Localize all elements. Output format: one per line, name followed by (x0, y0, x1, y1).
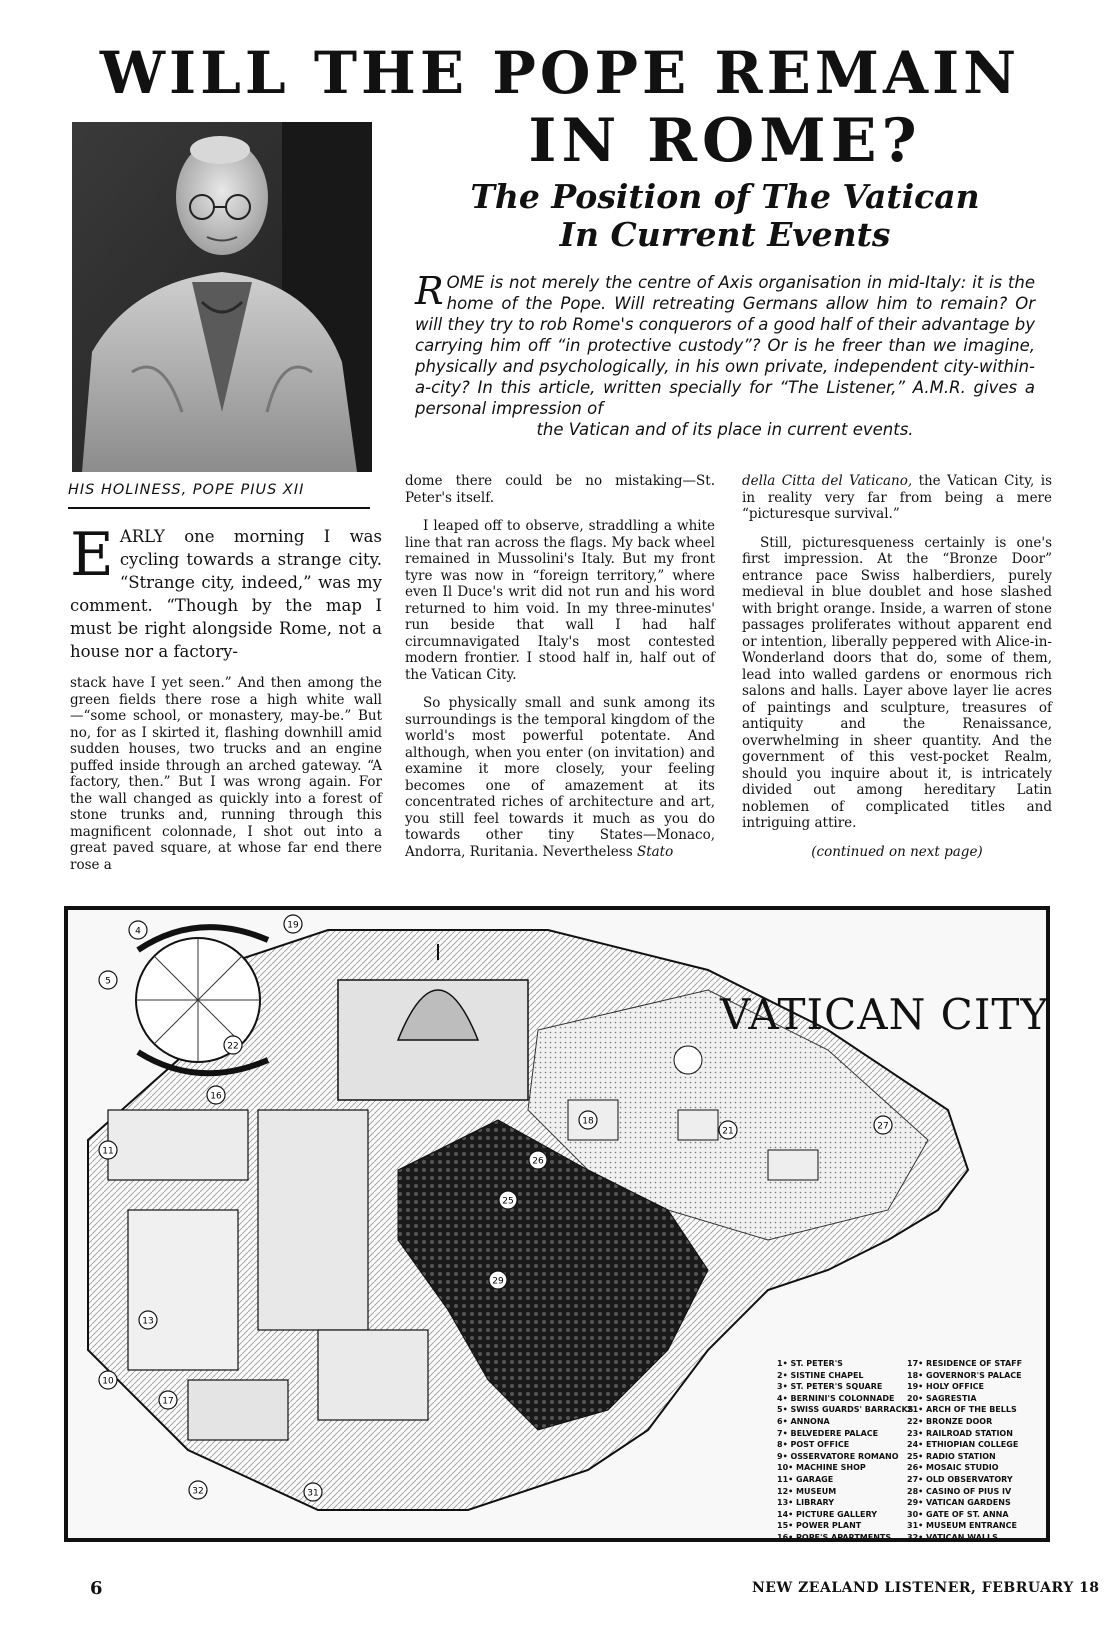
legend-item: 29• VATICAN GARDENS (907, 1498, 1011, 1508)
map-marker-label: 27 (877, 1121, 889, 1132)
map-marker (99, 1141, 117, 1159)
legend-item: 31• MUSEUM ENTRANCE (907, 1521, 1017, 1531)
picture-gallery (188, 1380, 288, 1440)
legend-item: 15• POWER PLANT (777, 1521, 862, 1531)
article-col2-p2: I leaped off to observe, straddling a white line that ran across the flags. My back wheel remained in Mussolini's Italy. But my front tyre was now in “foreign territory,” where even Il Duce's writ did not run and his word returned to him void. In my three-minutes' run beside that wall I had half circumnavigated Italy's most contested modern frontier. I stood half in, half out of the Vatican City. (405, 518, 715, 683)
article-col2-p3 (405, 695, 715, 860)
legend-item: 1• ST. PETER'S (777, 1359, 843, 1368)
map-marker-label: 22 (227, 1041, 239, 1052)
map-marker-label: 17 (162, 1396, 174, 1407)
legend-item: 2• SISTINE CHAPEL (777, 1370, 864, 1380)
map-marker-label: 10 (102, 1376, 114, 1387)
railroad-station (674, 1046, 702, 1074)
subheadline-line-2: In Current Events (559, 215, 891, 254)
map-marker (99, 971, 117, 989)
map-marker-label: 21 (722, 1126, 734, 1137)
legend-item: 24• ETHIOPIAN COLLEGE (907, 1440, 1019, 1450)
radio-station (768, 1150, 818, 1180)
legend-item: 10• MACHINE SHOP (777, 1463, 866, 1473)
article-drop-cap: E (70, 520, 114, 590)
article-col3-p2: Still, picturesqueness certainly is one's first impression. At the “Bronze Door” entrance pace Swiss halberdiers, purely medieval in blue doublet and hose slashed with bright orange. Inside, a warren of stone passages proliferates without apparent end or intention, liberally peppered with Alice-in-Wonderland doors that do, some of them, lead into walled gardens or enormous rich salons and halls. Layer above layer lie acres of paintings and sculpture, treasures of antiquity and the Renaissance, overwhelming in sheer quantity. And the government of this vest-pocket Realm, should you inquire about it, is intricately divided out among hereditary Latin noblemen of complicated titles and intriguing attire. (742, 534, 1052, 831)
library-wing (128, 1210, 238, 1370)
map-marker (874, 1116, 892, 1134)
legend-item: 25• RADIO STATION (907, 1451, 996, 1461)
intro-drop-cap: R (415, 269, 444, 313)
legend-item: 7• BELVEDERE PALACE (777, 1428, 879, 1438)
map-title: VATICAN CITY (720, 990, 1050, 1039)
publication-footer: NEW ZEALAND LISTENER, FEBRUARY 18 (752, 1580, 1100, 1596)
article-col2-italic-end: Stato (636, 843, 674, 860)
legend-item: 9• OSSERVATORE ROMANO (777, 1451, 899, 1461)
legend-item: 11• GARAGE (777, 1474, 834, 1484)
map-marker-label: 16 (210, 1091, 222, 1102)
pope-portrait-illustration (72, 122, 372, 472)
article-col3-p1 (742, 473, 1052, 523)
map-marker (529, 1151, 547, 1169)
article-col2-p1: dome there could be no mistaking—St. Peter's itself. (405, 473, 715, 506)
article-col3-p1-text: the Vatican City, is in reality very far from being a mere “picturesque survival.” (742, 473, 1053, 522)
legend-item: 17• RESIDENCE OF STAFF (907, 1359, 1023, 1368)
article-col1-text: stack have I yet seen.” And then among the green fields there rose a high white wall—“some school, or monastery, may-be.” But no, for as I skirted it, flashing downhill amid sudden houses, two trucks and an engine puffed inside through an arched gateway. “A factory, then.” But I was wrong again. For the wall changed as quickly into a forest of stone trunks and, running through this magnificent colonnade, I shot out into a great paved square, at whose far end there rose a (70, 675, 382, 873)
article-lead-text: ARLY one morning I was cycling towards a strange city. “Strange city, indeed,” was my comment. “Though by the map I must be right alongside Rome, not a house nor a factory- (70, 527, 382, 661)
map-legend-right-column (907, 1358, 1037, 1544)
legend-item: 16• POPE'S APARTMENTS (777, 1532, 892, 1542)
map-legend (777, 1358, 1047, 1544)
map-marker-label: 29 (492, 1276, 504, 1287)
map-marker (489, 1271, 507, 1289)
map-marker-label: 31 (307, 1488, 319, 1499)
map-marker-label: 4 (135, 926, 141, 937)
legend-item: 21• ARCH OF THE BELLS (907, 1405, 1017, 1415)
article-col2-p3-text: So physically small and sunk among its surroundings is the temporal kingdom of the world's most powerful potentate. And although, when you enter (on invitation) and examine it more closely, your feeling becomes one of amazement at its concentrated riches of architecture and art, you still feel towards it much as you do towards other tiny States—Monaco, Andorra, Ruritania. Nevertheless (405, 695, 715, 860)
legend-item: 23• RAILROAD STATION (907, 1428, 1013, 1438)
map-marker (579, 1111, 597, 1129)
photo-caption: HIS HOLINESS, POPE PIUS XII (68, 482, 305, 498)
map-marker (224, 1036, 242, 1054)
belvedere-courtyard (318, 1330, 428, 1420)
vatican-museums (258, 1110, 368, 1330)
article-column-3 (742, 473, 1052, 860)
legend-item: 22• BRONZE DOOR (907, 1416, 993, 1426)
map-marker-label: 26 (532, 1156, 544, 1167)
map-marker (129, 921, 147, 939)
map-marker (159, 1391, 177, 1409)
map-marker-label: 19 (287, 920, 299, 931)
palace-buildings (108, 1110, 248, 1180)
map-marker (99, 1371, 117, 1389)
legend-item: 19• HOLY OFFICE (907, 1382, 984, 1392)
map-marker-label: 18 (582, 1116, 594, 1127)
legend-item: 32• VATICAN WALLS (907, 1532, 998, 1542)
subheadline-line-1: The Position of The Vatican (470, 177, 980, 216)
legend-item: 5• SWISS GUARDS' BARRACKS (777, 1405, 914, 1415)
map-marker (139, 1311, 157, 1329)
legend-item: 28• CASINO OF PIUS IV (907, 1486, 1012, 1496)
article-column-1 (70, 520, 382, 885)
map-marker (284, 915, 302, 933)
headline-line-1: WILL THE POPE REMAIN (99, 39, 1021, 107)
map-marker-label: 13 (142, 1316, 154, 1327)
map-marker (304, 1483, 322, 1501)
continued-note: (continued on next page) (811, 843, 983, 860)
intro-text: OME is not merely the centre of Axis organisation in mid-Italy: it is the home of the Pope. Will retreating Germans allow him to remain? Or will they try to rob Rome's conquerors of a good half of their advantage by carrying him off “in protective custody”? Or is he freer than we imagine, physically and psychologically, in his own private, independent city-within-a-city? In this article, written specially for “The Listener,” A.M.R. gives a personal impression of (415, 273, 1035, 418)
map-legend-left-column (777, 1358, 914, 1544)
map-marker-label: 11 (102, 1146, 114, 1157)
caption-rule (68, 507, 370, 509)
intro-paragraph (415, 269, 1035, 440)
legend-item: 14• PICTURE GALLERY (777, 1509, 878, 1519)
page-number: 6 (90, 1578, 103, 1599)
ethiopian-college (678, 1110, 718, 1140)
legend-item: 26• MOSAIC STUDIO (907, 1463, 999, 1473)
article-col3-italic-start: della Citta del Vaticano, (742, 473, 913, 489)
article-lead-paragraph (70, 520, 382, 663)
map-marker (207, 1086, 225, 1104)
legend-item: 13• LIBRARY (777, 1498, 835, 1508)
pope-portrait-photo (72, 122, 372, 472)
map-marker-label: 32 (192, 1486, 204, 1497)
map-marker (189, 1481, 207, 1499)
legend-item: 30• GATE OF ST. ANNA (907, 1509, 1009, 1519)
headline-line-2: IN ROME? (528, 106, 922, 176)
legend-item: 20• SAGRESTIA (907, 1393, 977, 1403)
article-column-2 (405, 473, 715, 872)
map-marker-label: 5 (105, 976, 111, 987)
map-marker-label: 25 (502, 1196, 514, 1207)
legend-item: 6• ANNONA (777, 1416, 830, 1426)
legend-item: 3• ST. PETER'S SQUARE (777, 1382, 883, 1392)
legend-item: 8• POST OFFICE (777, 1440, 850, 1450)
legend-item: 12• MUSEUM (777, 1486, 837, 1496)
map-marker (499, 1191, 517, 1209)
legend-item: 4• BERNINI'S COLONNADE (777, 1393, 895, 1403)
map-marker (719, 1121, 737, 1139)
subheadline (410, 178, 1040, 254)
legend-item: 27• OLD OBSERVATORY (907, 1474, 1013, 1484)
legend-item: 18• GOVERNOR'S PALACE (907, 1370, 1022, 1380)
intro-last-line: the Vatican and of its place in current events. (536, 420, 914, 439)
